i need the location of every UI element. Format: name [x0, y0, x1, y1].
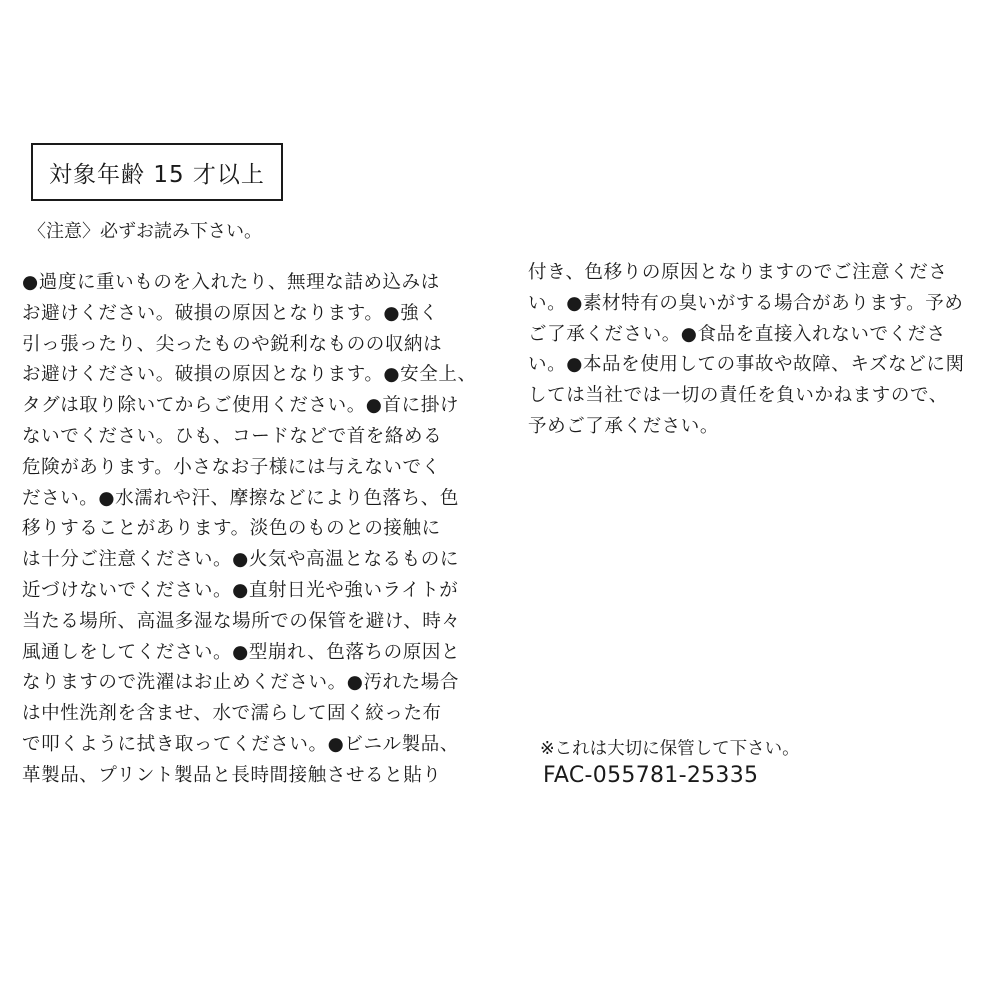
caution-line: 当たる場所、高温多湿な場所での保管を避け、時々 [22, 610, 461, 632]
caution-line: ご了承ください。●食品を直接入れないでくださ [528, 323, 946, 345]
caution-line: で叩くように拭き取ってください。●ビニル製品、 [22, 733, 459, 755]
caution-line: 付き、色移りの原因となりますのでご注意くださ [528, 262, 948, 283]
product-code: FAC-055781-25335 [543, 763, 759, 788]
caution-text-left-column [22, 268, 477, 792]
notice-header: 〈注意〉必ずお読み下さい。 [28, 221, 262, 242]
caution-line: い。●素材特有の臭いがする場合があります。予め [528, 292, 964, 314]
caution-text-right-column [528, 258, 965, 443]
caution-line: 近づけないでください。●直射日光や強いライトが [22, 579, 459, 601]
caution-line: ●過度に重いものを入れたり、無理な詰め込みは [22, 272, 440, 293]
caution-line: 革製品、プリント製品と長時間接触させると貼り [22, 764, 442, 786]
caution-line: お避けください。破損の原因となります。●強く [22, 302, 439, 324]
caution-line: しては当社では一切の責任を負いかねますので、 [528, 385, 948, 407]
age-rating-box [31, 143, 283, 201]
caution-line: 予めご了承ください。 [528, 415, 720, 437]
caution-line: い。●本品を使用しての事故や故障、キズなどに関 [528, 354, 965, 376]
caution-line: お避けください。破損の原因となります。●安全上、 [22, 364, 477, 386]
keep-note: ※これは大切に保管して下さい。 [540, 739, 800, 759]
age-rating-label: 対象年齢 15 才以上 [49, 161, 265, 188]
caution-line: ないでください。ひも、コードなどで首を絡める [22, 425, 443, 447]
caution-line: タグは取り除いてからご使用ください。●首に掛け [22, 395, 459, 417]
caution-line: ださい。●水濡れや汗、摩擦などにより色落ち、色 [22, 487, 459, 509]
caution-line: は中性洗剤を含ませ、水で濡らして固く絞った布 [22, 703, 442, 725]
caution-line: 危険があります。小さなお子様には与えないでく [22, 456, 441, 478]
caution-line: 風通しをしてください。●型崩れ、色落ちの原因と [22, 641, 461, 663]
caution-line: は十分ご注意ください。●火気や高温となるものに [22, 549, 459, 571]
caution-line: なりますので洗濯はお止めください。●汚れた場合 [22, 672, 459, 694]
caution-line: 移りすることがあります。淡色のものとの接触に [22, 518, 441, 540]
caution-line: 引っ張ったり、尖ったものや鋭利なものの収納は [22, 333, 443, 355]
